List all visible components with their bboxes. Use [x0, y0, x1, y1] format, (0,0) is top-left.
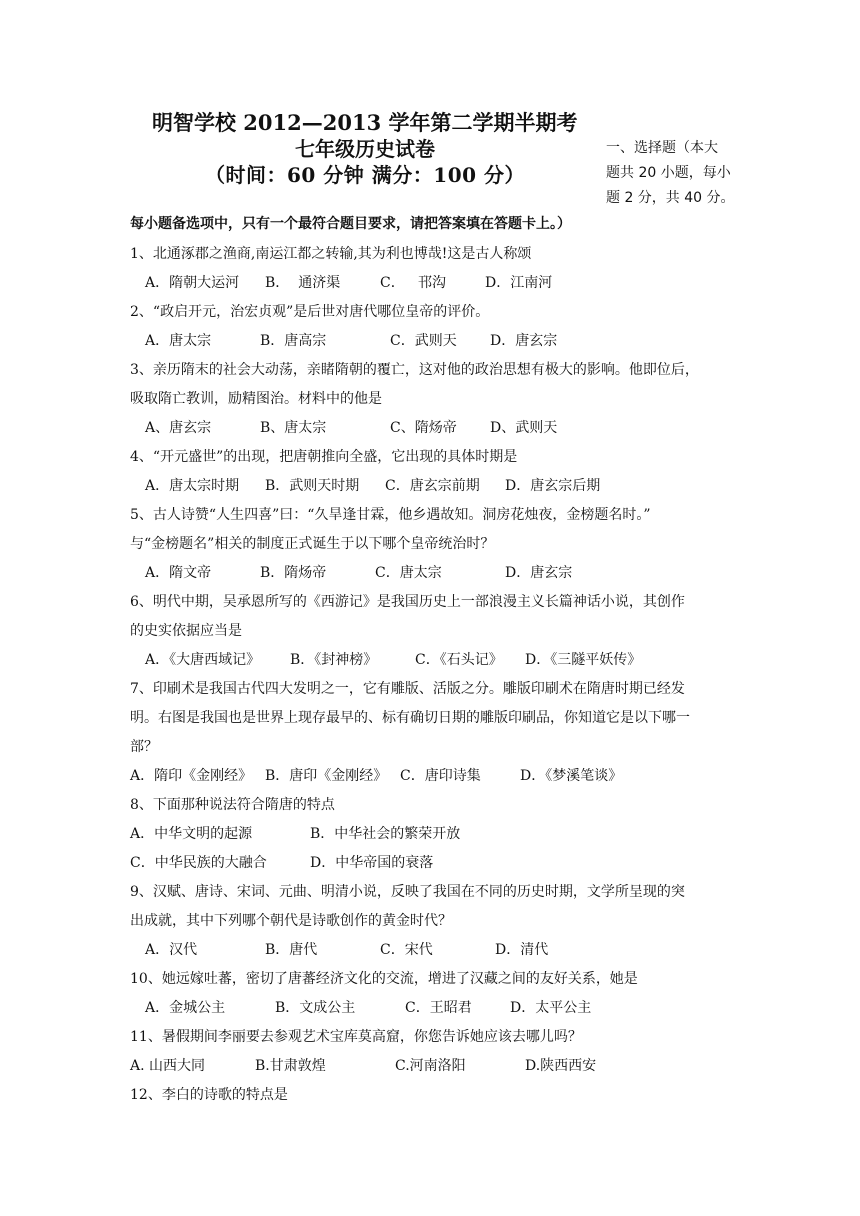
exam-subtitle: 七年级历史试卷 — [295, 137, 435, 161]
question-text: 明。右图是我国也是世界上现存最早的、标有确切日期的雕版印刷品，你知道它是以下哪一 — [130, 710, 690, 726]
answer-option[interactable]: A．隋印《金刚经》 — [130, 768, 253, 784]
question-item — [130, 965, 740, 1023]
answer-option[interactable]: A、唐玄宗 — [145, 420, 212, 436]
question-text: 7、印刷术是我国古代四大发明之一，它有雕版、活版之分。雕版印刷术在隋唐时期已经发 — [130, 681, 685, 697]
answer-options — [130, 849, 740, 878]
answer-option[interactable]: B． 通济渠 — [265, 275, 341, 291]
section-heading-line: 题共 20 小题，每小 — [606, 165, 731, 181]
question-item — [130, 1081, 740, 1110]
answer-option[interactable]: D．太平公主 — [510, 1000, 592, 1016]
question-text: 出成就，其中下列哪个朝代是诗歌创作的黄金时代？ — [130, 913, 452, 929]
answer-options — [130, 762, 740, 791]
question-list — [130, 240, 740, 1110]
answer-option[interactable]: D．唐玄宗后期 — [505, 478, 601, 494]
question-item — [130, 791, 740, 878]
question-item — [130, 240, 740, 298]
answer-option[interactable]: D．《三隧平妖传》 — [525, 652, 642, 668]
question-item — [130, 298, 740, 356]
question-text: 2、“政启开元，治宏贞观”是后世对唐代哪位皇帝的评价。 — [130, 304, 490, 320]
question-item — [130, 878, 740, 965]
answer-option[interactable]: B．隋炀帝 — [260, 565, 327, 581]
answer-option[interactable]: C、隋炀帝 — [390, 420, 457, 436]
answer-option[interactable]: D．唐玄宗 — [505, 565, 573, 581]
answer-option[interactable]: D．清代 — [495, 942, 549, 958]
question-text: 1、北通涿郡之渔商,南运江都之转输,其为利也博哉!这是古人称颂 — [130, 246, 532, 262]
exam-title-block — [130, 110, 600, 188]
exam-title: 明智学校 2012—2013 学年第二学期半期考 — [152, 110, 578, 135]
answer-option[interactable]: A．金城公主 — [145, 1000, 226, 1016]
section-heading — [606, 136, 768, 211]
answer-options — [130, 646, 740, 675]
question-text: 4、“开元盛世”的出现，把唐朝推向全盛，它出现的具体时期是 — [130, 449, 518, 465]
section-heading-line: 题 2 分，共 40 分。 — [606, 190, 735, 206]
answer-option[interactable]: C．武则天 — [390, 333, 457, 349]
answer-option[interactable]: A．隋朝大运河 — [145, 275, 240, 291]
question-text: 11、暑假期间李丽要去参观艺术宝库莫高窟，你您告诉她应该去哪儿吗？ — [130, 1029, 582, 1045]
question-text: 3、亲历隋末的社会大动荡，亲睹隋朝的覆亡，这对他的政治思想有极大的影响。他即位后， — [130, 362, 699, 378]
answer-option[interactable]: A．唐太宗 — [145, 333, 212, 349]
answer-option[interactable]: C.河南洛阳 — [395, 1058, 466, 1074]
answer-option[interactable]: A．中华文明的起源 — [130, 826, 253, 842]
exam-time-score: （时间：60 分钟 满分：100 分） — [205, 163, 525, 187]
answer-option[interactable]: D．江南河 — [485, 275, 553, 291]
answer-option[interactable]: C．唐玄宗前期 — [385, 478, 480, 494]
answer-option[interactable]: B．武则天时期 — [265, 478, 360, 494]
answer-option[interactable]: B．唐代 — [265, 942, 318, 958]
question-text: 10、她远嫁吐蕃，密切了唐蕃经济文化的交流，增进了汉藏之间的友好关系，她是 — [130, 971, 638, 987]
answer-options — [130, 414, 740, 443]
answer-option[interactable]: B、唐太宗 — [260, 420, 327, 436]
answer-options — [130, 472, 740, 501]
question-text: 吸取隋亡教训，励精图治。材料中的他是 — [130, 391, 382, 407]
answer-option[interactable]: A．汉代 — [145, 942, 198, 958]
question-text: 9、汉赋、唐诗、宋词、元曲、明清小说，反映了我国在不同的历史时期，文学所呈现的突 — [130, 884, 685, 900]
answer-option[interactable]: C． 邗沟 — [380, 275, 447, 291]
answer-options — [130, 994, 740, 1023]
answer-option[interactable]: D．唐玄宗 — [490, 333, 558, 349]
answer-option[interactable]: B．唐印《金刚经》 — [265, 768, 388, 784]
answer-option[interactable]: D．《梦溪笔谈》 — [520, 768, 623, 784]
question-text: 6、明代中期，吴承恩所写的《西游记》是我国历史上一部浪漫主义长篇神话小说，其创作 — [130, 594, 685, 610]
answer-options — [130, 559, 740, 588]
answer-option[interactable]: A．《大唐西域记》 — [145, 652, 261, 668]
question-text: 的史实依据应当是 — [130, 623, 242, 639]
answer-option[interactable]: C．唐太宗 — [375, 565, 442, 581]
answer-option[interactable]: B．中华社会的繁荣开放 — [310, 826, 461, 842]
answer-options — [130, 820, 740, 849]
answer-option[interactable]: D.陕西西安 — [525, 1058, 597, 1074]
answer-option[interactable]: A．唐太宗时期 — [145, 478, 240, 494]
answer-options — [130, 936, 740, 965]
answer-option[interactable]: A. 山西大同 — [130, 1058, 206, 1074]
answer-option[interactable]: B．文成公主 — [275, 1000, 356, 1016]
answer-option[interactable]: B．唐高宗 — [260, 333, 327, 349]
question-item — [130, 588, 740, 675]
question-item — [130, 356, 740, 443]
answer-options — [130, 269, 740, 298]
question-text: 12、李白的诗歌的特点是 — [130, 1087, 288, 1103]
question-text: 8、下面那种说法符合隋唐的特点 — [130, 797, 335, 813]
answer-option[interactable]: C．中华民族的大融合 — [130, 855, 267, 871]
answer-options — [130, 1052, 740, 1081]
question-text: 5、古人诗赞“人生四喜”曰：“久旱逢甘霖，他乡遇故知。洞房花烛夜，金榜题名时。” — [130, 507, 651, 523]
question-text: 部？ — [130, 739, 158, 755]
answer-option[interactable]: B．《封神榜》 — [290, 652, 378, 668]
question-item — [130, 501, 740, 588]
section-heading-line: 一、选择题（本大 — [606, 140, 718, 156]
answer-option[interactable]: B.甘肃敦煌 — [255, 1058, 326, 1074]
answer-option[interactable]: D、武则天 — [490, 420, 558, 436]
question-item — [130, 675, 740, 791]
answer-option[interactable]: C．王昭君 — [405, 1000, 472, 1016]
question-text: 与“金榜题名”相关的制度正式诞生于以下哪个皇帝统治时？ — [130, 536, 495, 552]
answer-options — [130, 327, 740, 356]
answer-option[interactable]: C．唐印诗集 — [400, 768, 481, 784]
answer-option[interactable]: A．隋文帝 — [145, 565, 212, 581]
answer-option[interactable]: C．宋代 — [380, 942, 433, 958]
instruction-text: 每小题备选项中，只有一个最符合题目要求，请把答案填在答题卡上。） — [130, 216, 571, 232]
answer-option[interactable]: C．《石头记》 — [415, 652, 503, 668]
question-item — [130, 443, 740, 501]
answer-option[interactable]: D．中华帝国的衰落 — [310, 855, 434, 871]
question-item — [130, 1023, 740, 1081]
